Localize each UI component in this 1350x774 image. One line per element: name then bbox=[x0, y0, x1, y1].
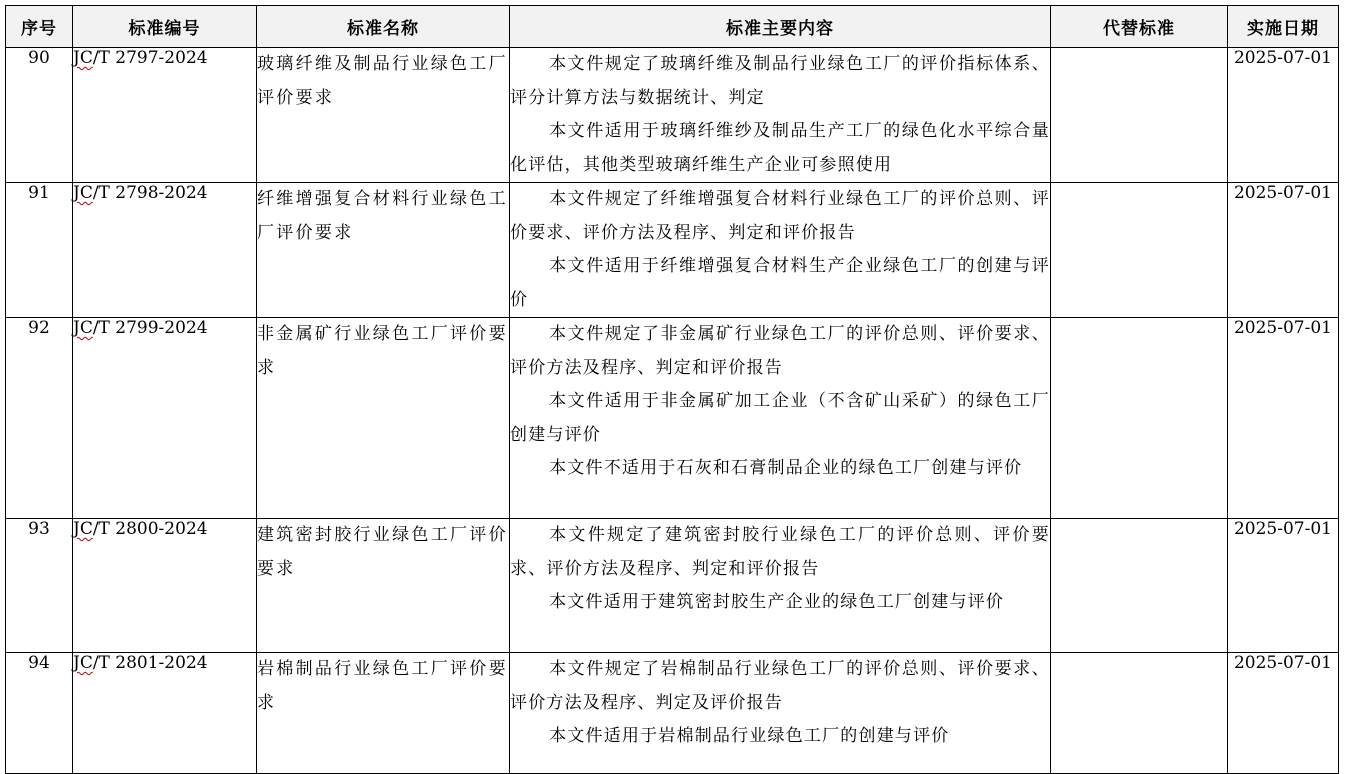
row-standard-name: 非金属矿行业绿色工厂评价要求 bbox=[257, 318, 510, 519]
code-prefix: JC bbox=[73, 48, 93, 68]
row-main-content bbox=[510, 653, 1051, 774]
row-standard-name: 玻璃纤维及制品行业绿色工厂评价要求 bbox=[257, 48, 510, 183]
content-paragraph: 本文件适用于纤维增强复合材料生产企业绿色工厂的创建与评价 bbox=[510, 256, 1050, 310]
content-paragraph: 本文件规定了岩棉制品行业绿色工厂的评价总则、评价要求、评价方法及程序、判定及评价报告 bbox=[510, 659, 1050, 713]
content-paragraph: 本文件适用于玻璃纤维纱及制品生产工厂的绿色化水平综合量化评估，其他类型玻璃纤维生产企业可参照使用 bbox=[510, 121, 1050, 175]
row-effective-date: 2025-07-01 bbox=[1228, 48, 1339, 183]
row-main-content bbox=[510, 318, 1051, 519]
code-rest: /T 2799-2024 bbox=[92, 318, 208, 338]
row-replaced-standard bbox=[1051, 183, 1228, 318]
row-main-content bbox=[510, 183, 1051, 318]
table-row bbox=[6, 48, 1339, 183]
row-effective-date: 2025-07-01 bbox=[1228, 519, 1339, 653]
header-main-content: 标准主要内容 bbox=[510, 6, 1051, 48]
content-paragraph: 本文件不适用于石灰和石膏制品企业的绿色工厂创建与评价 bbox=[549, 458, 1023, 478]
row-replaced-standard bbox=[1051, 48, 1228, 183]
row-effective-date: 2025-07-01 bbox=[1228, 183, 1339, 318]
content-paragraph: 本文件适用于非金属矿加工企业（不含矿山采矿）的绿色工厂创建与评价 bbox=[510, 391, 1050, 445]
row-standard-code bbox=[73, 183, 257, 318]
code-prefix: JC bbox=[73, 653, 93, 673]
header-replaced-standard: 代替标准 bbox=[1051, 6, 1228, 48]
content-paragraph: 本文件规定了非金属矿行业绿色工厂的评价总则、评价要求、评价方法及程序、判定和评价报告 bbox=[510, 324, 1050, 378]
row-main-content bbox=[510, 519, 1051, 653]
row-main-content bbox=[510, 48, 1051, 183]
row-standard-code bbox=[73, 519, 257, 653]
row-standard-name: 纤维增强复合材料行业绿色工厂评价要求 bbox=[257, 183, 510, 318]
code-prefix: JC bbox=[73, 183, 93, 203]
row-serial: 92 bbox=[6, 318, 73, 519]
code-prefix: JC bbox=[73, 519, 93, 539]
content-paragraph: 本文件规定了玻璃纤维及制品行业绿色工厂的评价指标体系、评分计算方法与数据统计、判定 bbox=[510, 54, 1050, 108]
header-standard-code: 标准编号 bbox=[73, 6, 257, 48]
table-row bbox=[6, 653, 1339, 774]
row-standard-name: 建筑密封胶行业绿色工厂评价要求 bbox=[257, 519, 510, 653]
row-serial: 94 bbox=[6, 653, 73, 774]
row-standard-code bbox=[73, 653, 257, 774]
row-serial: 90 bbox=[6, 48, 73, 183]
content-paragraph: 本文件规定了纤维增强复合材料行业绿色工厂的评价总则、评价要求、评价方法及程序、判定和评价报告 bbox=[510, 189, 1050, 243]
row-standard-code bbox=[73, 48, 257, 183]
row-replaced-standard bbox=[1051, 318, 1228, 519]
code-rest: /T 2800-2024 bbox=[92, 519, 208, 539]
code-rest: /T 2797-2024 bbox=[92, 48, 208, 68]
row-effective-date: 2025-07-01 bbox=[1228, 653, 1339, 774]
header-serial: 序号 bbox=[6, 6, 73, 48]
row-serial: 93 bbox=[6, 519, 73, 653]
code-rest: /T 2798-2024 bbox=[92, 183, 208, 203]
header-effective-date: 实施日期 bbox=[1228, 6, 1339, 48]
row-replaced-standard bbox=[1051, 653, 1228, 774]
standards-table bbox=[5, 5, 1339, 774]
content-paragraph: 本文件适用于岩棉制品行业绿色工厂的创建与评价 bbox=[549, 726, 950, 746]
table-row bbox=[6, 318, 1339, 519]
content-paragraph: 本文件适用于建筑密封胶生产企业的绿色工厂创建与评价 bbox=[549, 592, 1005, 612]
code-rest: /T 2801-2024 bbox=[92, 653, 208, 673]
header-row bbox=[6, 6, 1339, 48]
header-standard-name: 标准名称 bbox=[257, 6, 510, 48]
row-standard-code bbox=[73, 318, 257, 519]
code-prefix: JC bbox=[73, 318, 93, 338]
row-replaced-standard bbox=[1051, 519, 1228, 653]
table-row bbox=[6, 519, 1339, 653]
row-standard-name: 岩棉制品行业绿色工厂评价要求 bbox=[257, 653, 510, 774]
content-paragraph: 本文件规定了建筑密封胶行业绿色工厂的评价总则、评价要求、评价方法及程序、判定和评价报告 bbox=[510, 525, 1050, 579]
row-effective-date: 2025-07-01 bbox=[1228, 318, 1339, 519]
row-serial: 91 bbox=[6, 183, 73, 318]
table-row bbox=[6, 183, 1339, 318]
